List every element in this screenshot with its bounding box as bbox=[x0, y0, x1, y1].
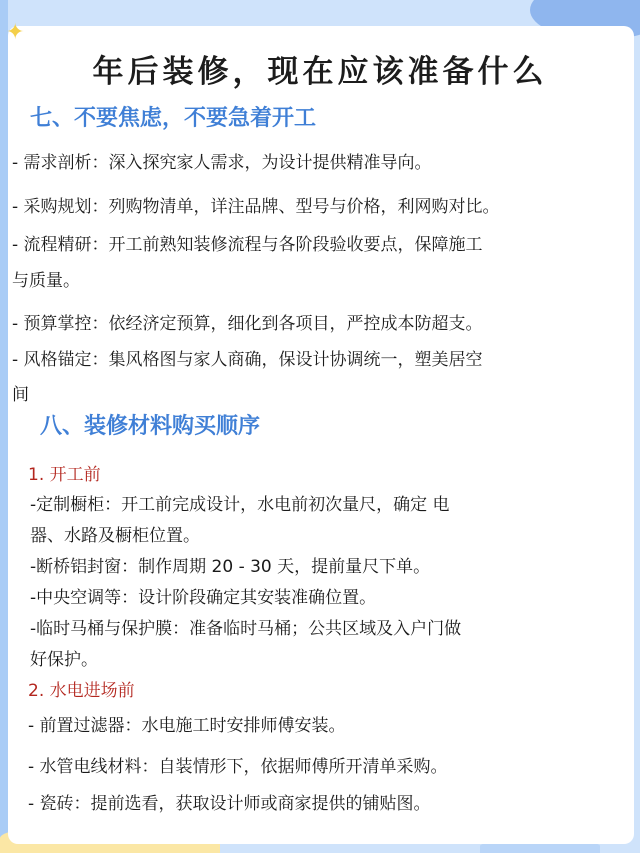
page-title: 年后装修，现在应该准备什么 bbox=[92, 54, 548, 90]
list-item: - 预算掌控：依经济定预算，细化到各项目，严控成本防超支。 bbox=[12, 314, 483, 334]
list-item: -临时马桶与保护膜：准备临时马桶；公共区域及入户门做 bbox=[30, 619, 462, 639]
background-edge bbox=[0, 0, 8, 853]
subsection-title: 1. 开工前 bbox=[28, 465, 101, 485]
list-item: - 前置过滤器：水电施工时安排师傅安装。 bbox=[28, 716, 346, 736]
list-item: 与质量。 bbox=[12, 271, 80, 291]
list-item: - 风格锚定：集风格图与家人商确，保设计协调统一，塑美居空 bbox=[12, 350, 483, 370]
list-item: -断桥铝封窗：制作周期 20 - 30 天，提前量尺下单。 bbox=[30, 557, 431, 577]
subsection-title: 2. 水电进场前 bbox=[28, 681, 135, 701]
list-item: - 需求剖析：深入探究家人需求，为设计提供精准导向。 bbox=[12, 153, 432, 173]
list-item: -定制橱柜：开工前完成设计，水电前初次量尺，确定 电 bbox=[30, 495, 450, 515]
list-item: 器、水路及橱柜位置。 bbox=[30, 526, 200, 546]
list-item: -中央空调等：设计阶段确定其安装准确位置。 bbox=[30, 588, 377, 608]
list-item: 间 bbox=[12, 385, 29, 405]
star-icon: ✦ bbox=[6, 20, 25, 45]
section-heading: 八、装修材料购买顺序 bbox=[40, 414, 261, 439]
list-item: - 流程精研：开工前熟知装修流程与各阶段验收要点，保障施工 bbox=[12, 235, 483, 255]
list-item: - 采购规划：列购物清单，详注品牌、型号与价格，利网购对比。 bbox=[12, 197, 500, 217]
list-item: - 水管电线材料：自装情形下，依据师傅所开清单采购。 bbox=[28, 757, 448, 777]
list-item: 好保护。 bbox=[30, 650, 98, 670]
section-heading: 七、不要焦虑，不要急着开工 bbox=[30, 106, 317, 131]
list-item: - 瓷砖：提前选看，获取设计师或商家提供的铺贴图。 bbox=[28, 794, 431, 814]
